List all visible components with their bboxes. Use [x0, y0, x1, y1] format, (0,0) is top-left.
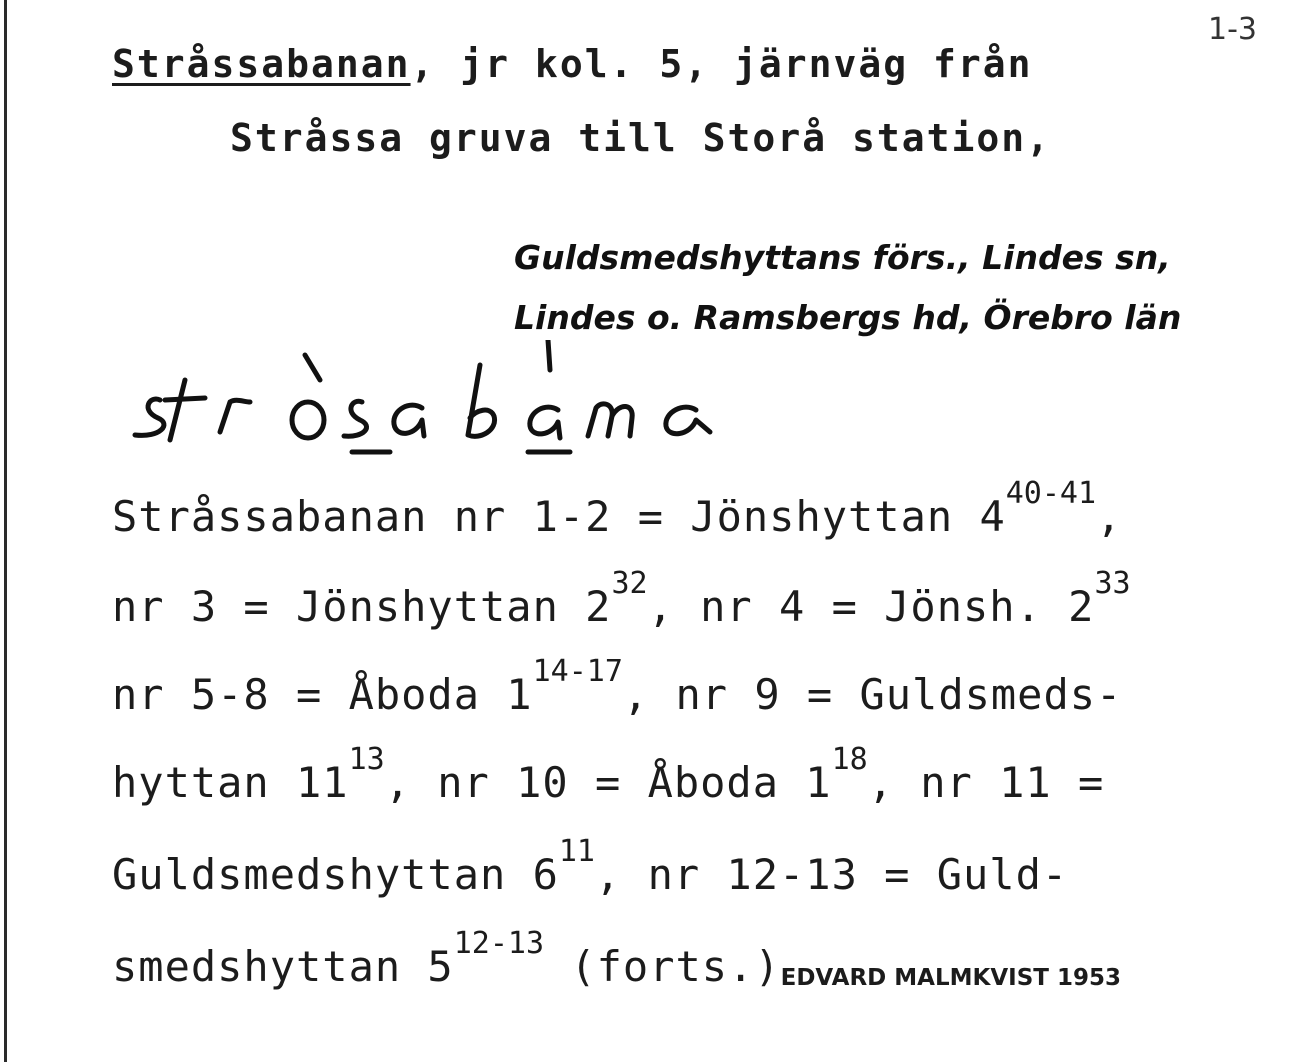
header-line-2: Stråssa gruva till Storå station,	[230, 116, 1051, 160]
body-line-2-text: nr 3 = Jönshyttan 2	[112, 582, 612, 631]
body-line-1	[112, 476, 1123, 541]
sup-40-41: 40-41	[1005, 476, 1097, 511]
body-line-3-text: nr 5-8 = Åboda 1	[112, 670, 533, 719]
body-line-4-end: , nr 11 =	[867, 758, 1105, 807]
handwritten-phonetic	[130, 340, 730, 460]
body-line-1-text: Stråssabanan nr 1-2 = Jönshyttan 4	[112, 492, 1006, 541]
sup-32: 32	[611, 566, 648, 601]
header-line-1	[112, 42, 1033, 86]
header-line-1-rest: , jr kol. 5, järnväg från	[410, 42, 1033, 86]
card-left-edge	[4, 0, 7, 1062]
body-line-5-mid: , nr 12-13 = Guld-	[595, 850, 1069, 899]
signature-stamp: EDVARD MALMKVIST 1953	[780, 965, 1121, 991]
body-line-6	[112, 926, 1121, 991]
body-line-5-text: Guldsmedshyttan 6	[112, 850, 559, 899]
body-line-4-mid: , nr 10 = Åboda 1	[384, 758, 832, 807]
sup-12-13: 12-13	[453, 926, 545, 961]
body-line-3	[112, 654, 1123, 719]
sup-14-17: 14-17	[532, 654, 623, 689]
body-line-2	[112, 566, 1131, 631]
body-line-1-end: ,	[1096, 492, 1123, 541]
body-line-3-mid: , nr 9 = Guldsmeds-	[622, 670, 1123, 719]
location-line-1: Guldsmedshyttans förs., Lindes sn,	[514, 238, 1171, 277]
body-line-4-text: hyttan 11	[112, 758, 349, 807]
body-line-6-mid: (forts.)	[544, 942, 781, 991]
sup-18: 18	[831, 742, 868, 777]
body-line-2-mid: , nr 4 = Jönsh. 2	[647, 582, 1095, 631]
body-line-6-text: smedshyttan 5	[112, 942, 454, 991]
body-line-4	[112, 742, 1105, 807]
sup-13: 13	[348, 742, 385, 777]
place-name-title: Stråssabanan	[112, 42, 411, 86]
header-sup: 1-3	[1208, 12, 1257, 47]
body-line-5	[112, 834, 1069, 899]
sup-33: 33	[1094, 566, 1131, 601]
sup-11: 11	[558, 834, 595, 869]
location-line-2: Lindes o. Ramsbergs hd, Örebro län	[514, 298, 1182, 337]
